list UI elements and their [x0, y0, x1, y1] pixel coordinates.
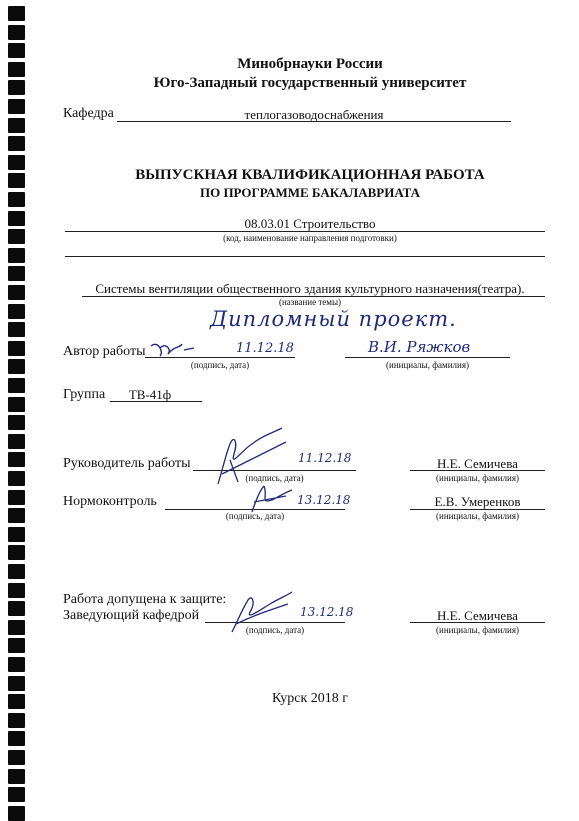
- binding-hole: [8, 173, 25, 188]
- topic-caption: (название темы): [278, 297, 342, 307]
- author-label: Автор работы: [63, 344, 146, 359]
- binding-hole: [8, 415, 25, 430]
- supervisor-date: 11.12.18: [298, 451, 352, 465]
- binding-hole: [8, 638, 25, 653]
- binding-hole: [8, 471, 25, 486]
- binding-hole: [8, 62, 25, 77]
- head-label: Заведующий кафедрой: [63, 608, 200, 623]
- author-name: В.И. Ряжков: [368, 338, 471, 356]
- supervisor-name-caption: (инициалы, фамилия): [436, 473, 519, 483]
- binding-hole: [8, 620, 25, 635]
- binding-hole: [8, 713, 25, 728]
- supervisor-label: Руководитель работы: [63, 456, 191, 471]
- topic-value: Системы вентиляции общественного здания культурного назначения(театра).: [95, 281, 525, 296]
- binding-hole: [8, 601, 25, 616]
- department-value: теплогазоводоснабжения: [244, 107, 384, 122]
- admission-text: Работа допущена к защите:: [63, 592, 227, 607]
- binding-strip: [8, 0, 28, 819]
- head-date: 13.12.18: [300, 605, 354, 619]
- binding-hole: [8, 583, 25, 598]
- supervisor-name: Н.Е. Семичева: [437, 456, 518, 471]
- binding-hole: [8, 304, 25, 319]
- binding-hole: [8, 545, 25, 560]
- work-subtitle: ПО ПРОГРАММЕ БАКАЛАВРИАТА: [199, 185, 421, 200]
- author-date: 11.12.18: [236, 341, 294, 356]
- binding-hole: [8, 527, 25, 542]
- department-label: Кафедра: [63, 106, 114, 121]
- binding-hole: [8, 378, 25, 393]
- binding-hole: [8, 322, 25, 337]
- binding-hole: [8, 155, 25, 170]
- binding-hole: [8, 229, 25, 244]
- binding-hole: [8, 266, 25, 281]
- binding-hole: [8, 43, 25, 58]
- normcontrol-date: 13.12.18: [297, 493, 351, 507]
- program-caption: (код, наименование направления подготовки): [223, 233, 397, 243]
- head-name-caption: (инициалы, фамилия): [436, 625, 519, 635]
- normcontrol-label: Нормоконтроль: [63, 494, 157, 509]
- binding-hole: [8, 490, 25, 505]
- program-value: 08.03.01 Строительство: [244, 216, 376, 231]
- head-name: Н.Е. Семичева: [437, 608, 518, 623]
- handwritten-note: Дипломный проект.: [210, 307, 457, 331]
- university-name: Юго-Западный государственный университет: [153, 75, 467, 91]
- binding-hole: [8, 359, 25, 374]
- binding-hole: [8, 192, 25, 207]
- city-year: Курск 2018 г: [271, 691, 349, 706]
- binding-hole: [8, 676, 25, 691]
- group-value: ТВ-41ф: [128, 387, 172, 402]
- normcontrol-sign-caption: (подпись, дата): [225, 511, 285, 521]
- ministry-name: Минобрнауки России: [237, 56, 383, 72]
- binding-hole: [8, 508, 25, 523]
- binding-hole: [8, 694, 25, 709]
- binding-hole: [8, 6, 25, 21]
- normcontrol-name-caption: (инициалы, фамилия): [436, 511, 519, 521]
- binding-hole: [8, 750, 25, 765]
- binding-hole: [8, 341, 25, 356]
- author-signature: [148, 338, 198, 360]
- binding-hole: [8, 25, 25, 40]
- author-sign-caption: (подпись, дата): [190, 360, 250, 370]
- binding-hole: [8, 285, 25, 300]
- supervisor-sign-caption: (подпись, дата): [245, 473, 304, 483]
- author-name-line: [345, 357, 510, 358]
- head-sign-caption: (подпись, дата): [245, 625, 305, 635]
- normcontrol-name: Е.В. Умеренков: [434, 494, 521, 509]
- binding-hole: [8, 564, 25, 579]
- binding-hole: [8, 99, 25, 114]
- binding-hole: [8, 248, 25, 263]
- author-name-caption: (инициалы, фамилия): [386, 360, 469, 370]
- binding-hole: [8, 211, 25, 226]
- binding-hole: [8, 118, 25, 133]
- work-title: ВЫПУСКНАЯ КВАЛИФИКАЦИОННАЯ РАБОТА: [135, 167, 485, 183]
- program-underline: [65, 231, 545, 232]
- binding-hole: [8, 731, 25, 746]
- binding-hole: [8, 397, 25, 412]
- binding-hole: [8, 434, 25, 449]
- binding-hole: [8, 787, 25, 802]
- separator-line: [65, 256, 545, 257]
- binding-hole: [8, 80, 25, 95]
- binding-hole: [8, 452, 25, 467]
- group-label: Группа: [63, 387, 106, 402]
- binding-hole: [8, 136, 25, 151]
- binding-hole: [8, 769, 25, 784]
- binding-hole: [8, 657, 25, 672]
